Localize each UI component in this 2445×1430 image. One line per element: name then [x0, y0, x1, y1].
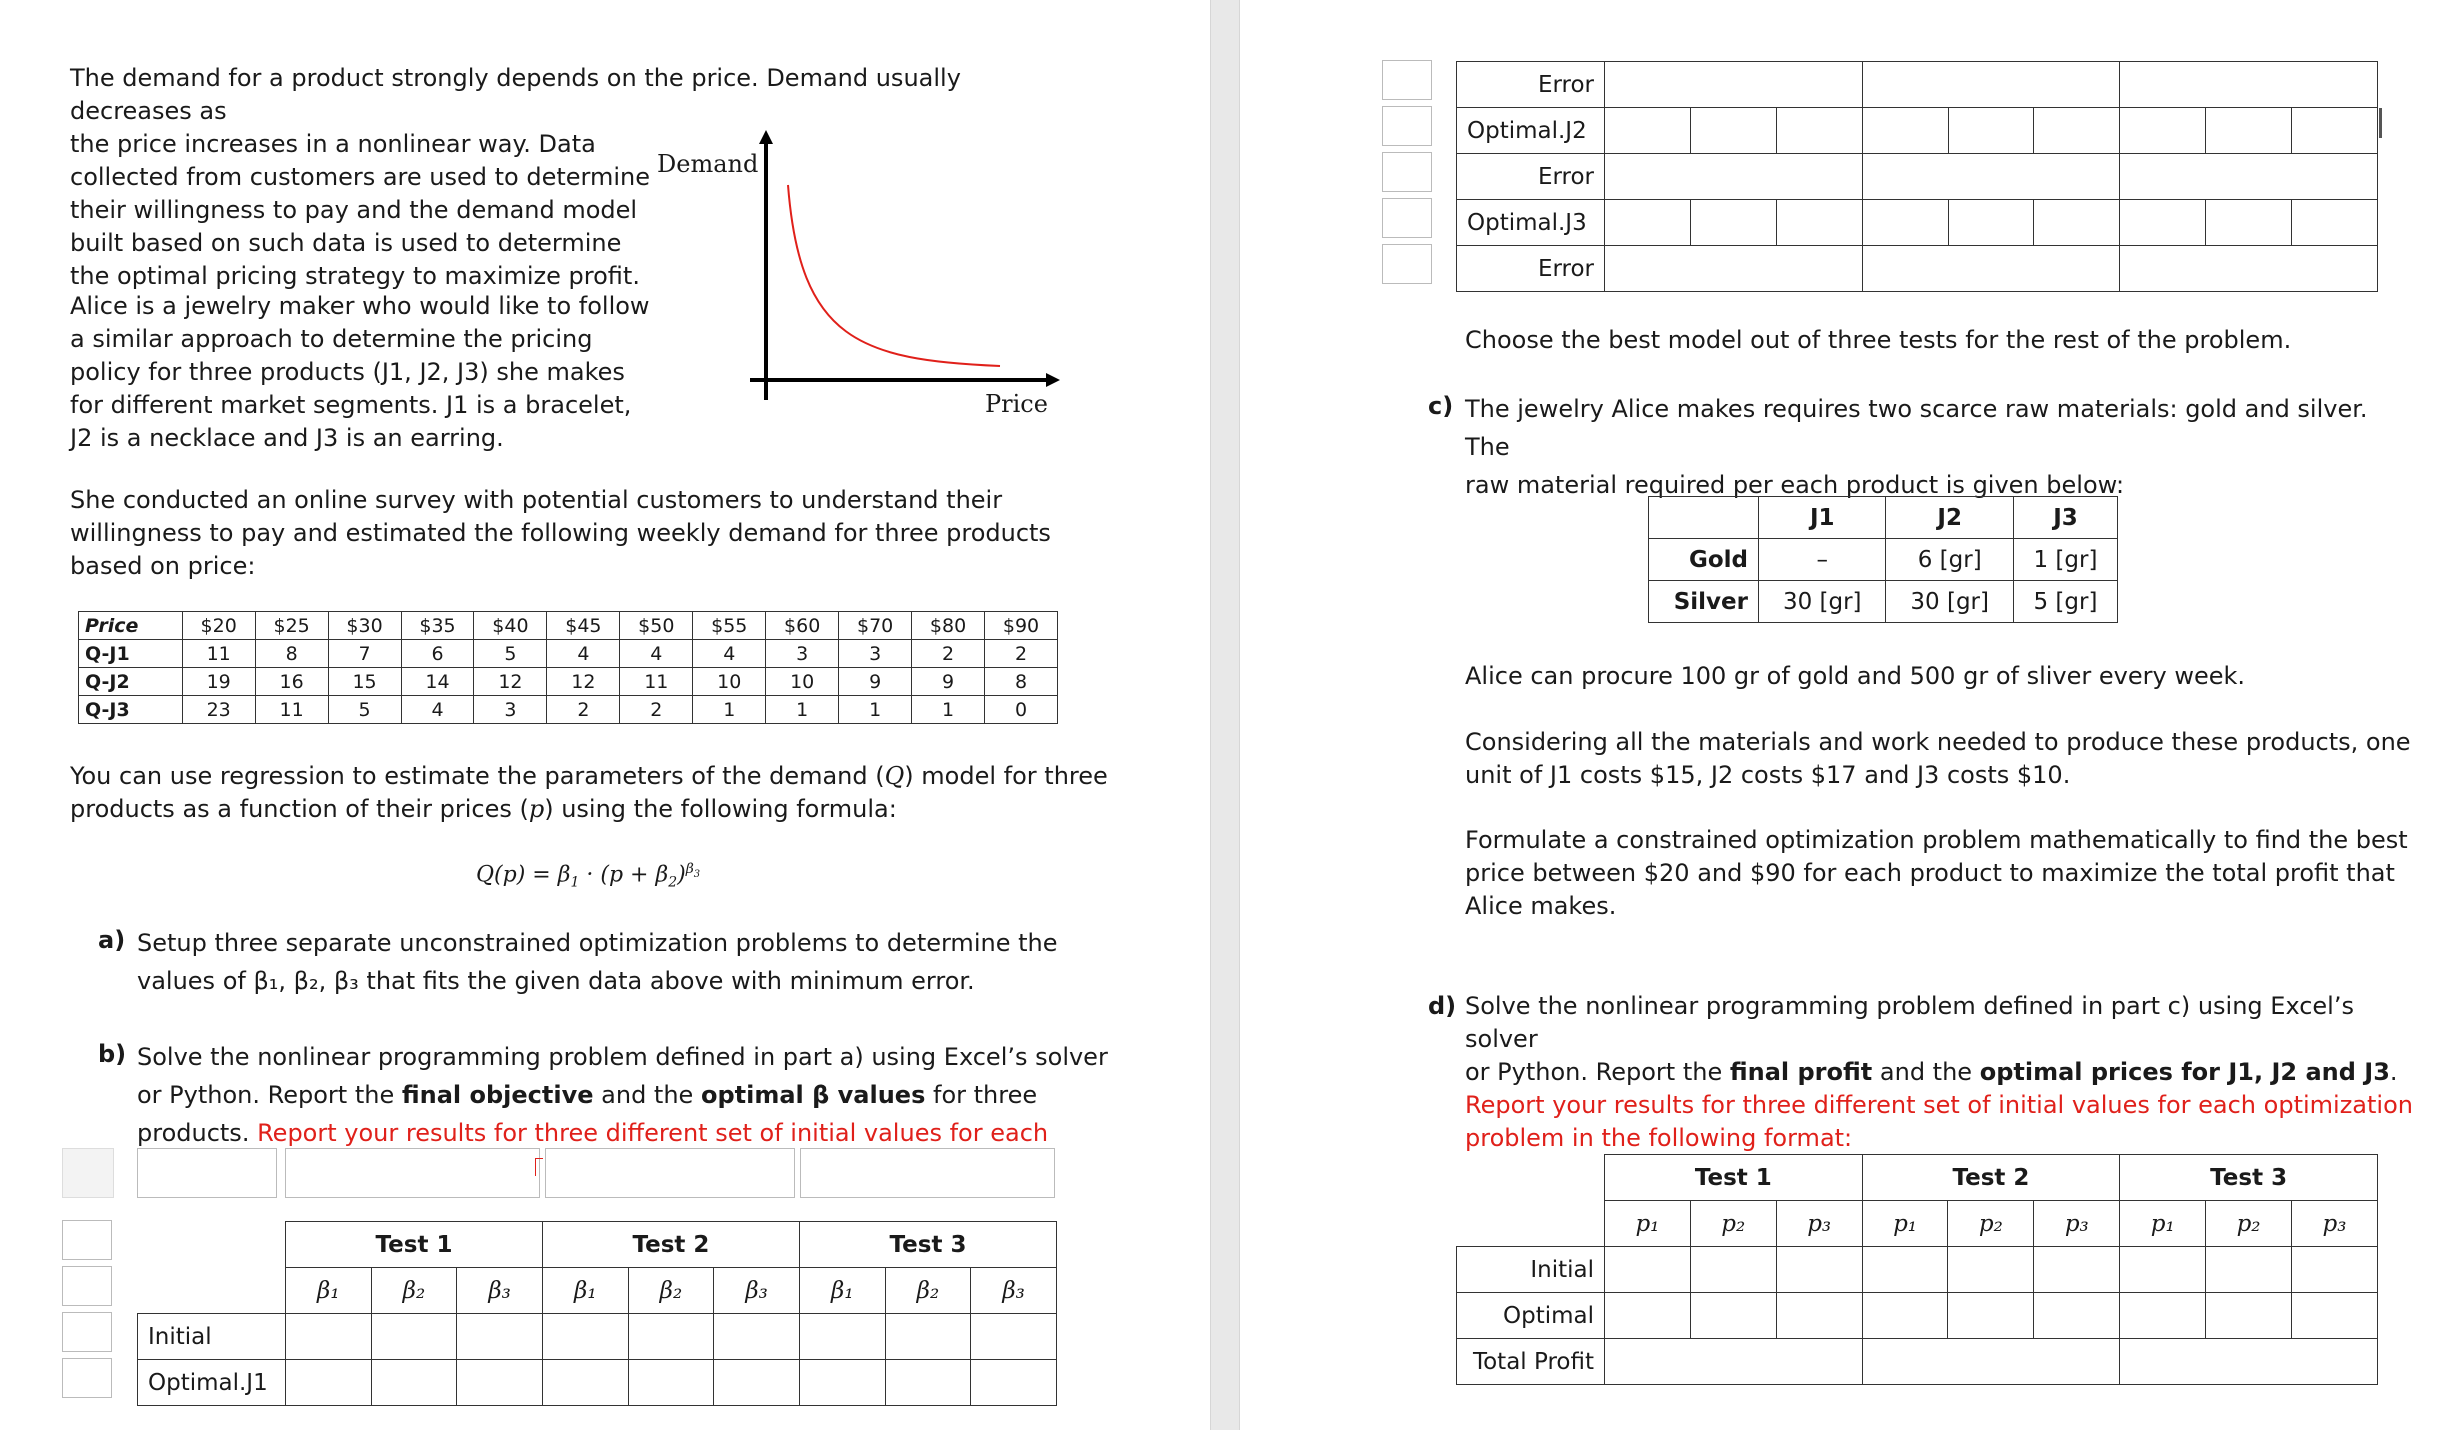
beta-header: β₃: [971, 1268, 1057, 1314]
test-header: Test 2: [1862, 1155, 2120, 1201]
table-cell[interactable]: [2034, 200, 2120, 246]
table-cell[interactable]: [286, 1314, 372, 1360]
table-cell[interactable]: [542, 1360, 628, 1406]
table-cell[interactable]: [1605, 200, 1691, 246]
demand-cell: 8: [255, 640, 328, 668]
table-cell[interactable]: [2291, 1247, 2377, 1293]
bold-run: optimal β values: [700, 1081, 926, 1109]
demand-row-label: Q-J2: [79, 668, 183, 696]
table-cell[interactable]: [628, 1360, 714, 1406]
demand-cell: 0: [985, 696, 1058, 724]
table-cell[interactable]: [714, 1314, 800, 1360]
text-run: products.: [137, 1119, 258, 1147]
intro-line: She conducted an online survey with potential customers to understand their: [70, 486, 1003, 514]
table-cell[interactable]: [2206, 108, 2292, 154]
product-header: J1: [1759, 497, 1886, 539]
price-cell: $50: [620, 612, 693, 640]
row-label: Initial: [138, 1314, 286, 1360]
table-cell[interactable]: [2292, 108, 2378, 154]
demand-cell: 12: [474, 668, 547, 696]
table-cell[interactable]: [1776, 200, 1862, 246]
table-cell[interactable]: [1605, 62, 1863, 108]
table-cell[interactable]: [1605, 246, 1863, 292]
chart-xlabel: Price: [985, 390, 1048, 418]
chart-x-arrow: [1046, 373, 1060, 387]
table-cell[interactable]: [2292, 200, 2378, 246]
part-b-line-2: [137, 1076, 1187, 1114]
table-cell[interactable]: [2120, 1293, 2206, 1339]
text-run: and the: [593, 1081, 701, 1109]
beta-header: β₂: [628, 1268, 714, 1314]
demand-cell: 1: [693, 696, 766, 724]
intro-paragraph-3: [70, 484, 1170, 583]
price-header: p₃: [2291, 1201, 2377, 1247]
empty-cell: [138, 1222, 286, 1268]
demand-row-label: Q-J1: [79, 640, 183, 668]
table-cell[interactable]: [371, 1314, 457, 1360]
test-header: Test 1: [286, 1222, 543, 1268]
formulate-text: [1465, 824, 2415, 923]
part-b-line-1: Solve the nonlinear programming problem defined in part a) using Excel’s solver: [137, 1043, 1108, 1071]
empty-cell: [1649, 497, 1759, 539]
demand-cell: 5: [328, 696, 401, 724]
results-table-prices: [1456, 1154, 2378, 1385]
table-cell[interactable]: [1776, 108, 1862, 154]
regression-text: [70, 760, 1170, 826]
text-run: and the: [1872, 1058, 1980, 1086]
table-cell[interactable]: [1776, 1293, 1862, 1339]
demand-cell: 2: [985, 640, 1058, 668]
intro-line: their willingness to pay and the demand model: [70, 196, 638, 224]
table-cell[interactable]: [1605, 154, 1863, 200]
table-cell[interactable]: [2120, 1247, 2206, 1293]
table-cell[interactable]: [1605, 1339, 1863, 1385]
intro-paragraph-2: [70, 290, 690, 455]
row-label: Optimal: [1457, 1293, 1605, 1339]
demand-row-label: Q-J3: [79, 696, 183, 724]
table-cell[interactable]: [1605, 1247, 1691, 1293]
table-cell[interactable]: [799, 1360, 885, 1406]
table-cell[interactable]: [1862, 62, 2120, 108]
overlay-box[interactable]: [800, 1148, 1055, 1198]
price-demand-table: [78, 611, 1058, 724]
table-cell: 1 [gr]: [2013, 539, 2117, 581]
price-cell: $45: [547, 612, 620, 640]
part-b-label: [98, 1038, 126, 1071]
table-cell: 6 [gr]: [1886, 539, 2013, 581]
beta-header: β₂: [371, 1268, 457, 1314]
demand-cell: 3: [474, 696, 547, 724]
table-cell[interactable]: [371, 1360, 457, 1406]
part-c-line-1: The jewelry Alice makes requires two scarce raw materials: gold and silver. The: [1465, 395, 2368, 461]
demand-cell: 9: [912, 668, 985, 696]
price-header-label: Price: [79, 612, 183, 640]
table-cell[interactable]: [2120, 1339, 2378, 1385]
table-cell[interactable]: [1862, 200, 1948, 246]
demand-cell: 2: [620, 696, 693, 724]
demand-cell: 14: [401, 668, 474, 696]
column-resize-handle[interactable]: [2379, 108, 2382, 138]
table-cell[interactable]: [2120, 108, 2206, 154]
price-cell: $60: [766, 612, 839, 640]
demand-formula: $Q(p) = \beta_1 \cdot (p + \beta_2)^{\beta_3}$: [476, 861, 701, 891]
part-d-line-1: Solve the nonlinear programming problem defined in part c) using Excel’s solver: [1465, 992, 2354, 1053]
demand-cell: 6: [401, 640, 474, 668]
table-cell[interactable]: [2120, 246, 2378, 292]
row-selector[interactable]: [62, 1266, 112, 1306]
price-cell: $30: [328, 612, 401, 640]
row-label: Total Profit: [1457, 1339, 1605, 1385]
price-header: p₃: [2034, 1201, 2120, 1247]
intro-line: the price increases in a nonlinear way. Data: [70, 130, 596, 158]
demand-cell: 15: [328, 668, 401, 696]
intro-line: J2 is a necklace and J3 is an earring.: [70, 424, 504, 452]
table-cell[interactable]: [1862, 108, 1948, 154]
price-header: p₁: [1605, 1201, 1691, 1247]
table-cell[interactable]: [1862, 246, 2120, 292]
part-a-label: [98, 924, 125, 957]
table-cell[interactable]: [2291, 1293, 2377, 1339]
bold-run: final objective: [401, 1081, 594, 1109]
demand-cell: 9: [839, 668, 912, 696]
overlay-box[interactable]: [545, 1148, 795, 1198]
demand-cell: 11: [620, 668, 693, 696]
part-d-line-2: [1465, 1056, 2425, 1089]
price-header: p₂: [1690, 1201, 1776, 1247]
table-cell[interactable]: [2120, 62, 2378, 108]
intro-line: Alice is a jewelry maker who would like to follow: [70, 292, 650, 320]
table-cell[interactable]: [542, 1314, 628, 1360]
intro-line: policy for three products (J1, J2, J3) she makes: [70, 358, 625, 386]
demand-curve: [788, 185, 1000, 366]
row-selector[interactable]: [1382, 152, 1432, 192]
price-cell: $35: [401, 612, 474, 640]
part-a-text: [137, 924, 1137, 1000]
product-header: J3: [2013, 497, 2117, 539]
demand-cell: 2: [912, 640, 985, 668]
price-header: p₂: [2206, 1201, 2292, 1247]
table-cell: –: [1759, 539, 1886, 581]
text-run: for three: [925, 1081, 1038, 1109]
table-cell[interactable]: [799, 1314, 885, 1360]
intro-line: based on price:: [70, 552, 256, 580]
beta-header: β₂: [885, 1268, 971, 1314]
demand-cell: 19: [182, 668, 255, 696]
table-cell[interactable]: [457, 1360, 543, 1406]
part-c-line-2: raw material required per each product is given below:: [1465, 471, 2125, 499]
text-run: or Python. Report the: [137, 1081, 402, 1109]
intro-line: built based on such data is used to determine: [70, 229, 622, 257]
price-header: p₂: [1948, 1201, 2034, 1247]
beta-header: β₁: [799, 1268, 885, 1314]
red-run: Report your results for three different set of initial values for each: [257, 1119, 1049, 1147]
table-cell[interactable]: [1948, 200, 2034, 246]
table-cell[interactable]: [1948, 1247, 2034, 1293]
table-cell[interactable]: [1862, 154, 2120, 200]
part-c-text: [1465, 390, 2415, 504]
empty-cell: [1457, 1201, 1605, 1247]
table-cell[interactable]: [1690, 1247, 1776, 1293]
demand-cell: 2: [547, 696, 620, 724]
table-cell[interactable]: [885, 1360, 971, 1406]
table-cell[interactable]: [1862, 1293, 1948, 1339]
table-cell[interactable]: [2120, 200, 2206, 246]
row-label: Error: [1457, 246, 1605, 292]
intro-line: The demand for a product strongly depends on the price. Demand usually decreases as: [70, 64, 961, 125]
page-gutter: [1210, 0, 1240, 1430]
test-header: Test 2: [542, 1222, 799, 1268]
intro-line: the optimal pricing strategy to maximize profit.: [70, 262, 640, 290]
row-label: Initial: [1457, 1247, 1605, 1293]
table-cell[interactable]: [1605, 108, 1691, 154]
demand-cell: 1: [912, 696, 985, 724]
table-cell[interactable]: [1690, 200, 1776, 246]
procure-text: Alice can procure 100 gr of gold and 500 gr of sliver every week.: [1465, 662, 2245, 690]
text-cursor-mark: [535, 1158, 543, 1176]
table-cell[interactable]: [714, 1360, 800, 1406]
text-run: .: [2389, 1058, 2398, 1086]
part-b-letter: b): [98, 1040, 127, 1068]
price-cell: $80: [912, 612, 985, 640]
price-cell: $40: [474, 612, 547, 640]
row-label: Optimal.J1: [138, 1360, 286, 1406]
demand-cell: 1: [839, 696, 912, 724]
text-run: or Python. Report the: [1465, 1058, 1730, 1086]
row-selector[interactable]: [62, 1220, 112, 1260]
overlay-box[interactable]: [62, 1148, 114, 1198]
table-cell[interactable]: [286, 1360, 372, 1406]
table-cell[interactable]: [2206, 1247, 2292, 1293]
part-d-letter: d): [1428, 992, 1457, 1020]
price-cell: $25: [255, 612, 328, 640]
table-cell: 5 [gr]: [2013, 581, 2117, 623]
table-cell[interactable]: [2206, 200, 2292, 246]
table-cell[interactable]: [1948, 1293, 2034, 1339]
results-table-beta-continued: [1456, 61, 2378, 292]
beta-header: β₁: [286, 1268, 372, 1314]
table-cell[interactable]: [2120, 154, 2378, 200]
empty-cell: [138, 1268, 286, 1314]
beta-header: β₃: [457, 1268, 543, 1314]
part-c-label: [1428, 390, 1453, 423]
table-cell[interactable]: [2034, 1247, 2120, 1293]
table-cell: 30 [gr]: [1759, 581, 1886, 623]
part-d-text: [1465, 990, 2425, 1155]
table-cell[interactable]: [1948, 108, 2034, 154]
demand-cell: 3: [839, 640, 912, 668]
demand-cell: 10: [766, 668, 839, 696]
formulate-line: Alice makes.: [1465, 892, 1617, 920]
table-cell[interactable]: [971, 1360, 1057, 1406]
part-b-text: [137, 1038, 1187, 1152]
results-table-beta: [137, 1221, 1057, 1406]
row-selector[interactable]: [1382, 198, 1432, 238]
demand-cell: 5: [474, 640, 547, 668]
row-label: Optimal.J3: [1457, 200, 1605, 246]
row-selector[interactable]: [1382, 106, 1432, 146]
formulate-line: price between $20 and $90 for each product to maximize the total profit that: [1465, 859, 2395, 887]
demand-cell: 10: [693, 668, 766, 696]
demand-chart: [740, 130, 1060, 405]
row-label: Error: [1457, 154, 1605, 200]
bold-run: final profit: [1729, 1058, 1873, 1086]
row-selector[interactable]: [1382, 244, 1432, 284]
price-header: p₁: [2120, 1201, 2206, 1247]
overlay-box[interactable]: [137, 1148, 277, 1198]
table-cell[interactable]: [1862, 1247, 1948, 1293]
table-cell[interactable]: [971, 1314, 1057, 1360]
part-a-line-1: Setup three separate unconstrained optimization problems to determine the: [137, 929, 1058, 957]
table-cell[interactable]: [885, 1314, 971, 1360]
intro-line: willingness to pay and estimated the following weekly demand for three products: [70, 519, 1051, 547]
row-label: Optimal.J2: [1457, 108, 1605, 154]
material-label: Silver: [1649, 581, 1759, 623]
part-d-line-4: problem in the following format:: [1465, 1124, 1853, 1152]
materials-table: [1648, 496, 2118, 623]
intro-line: collected from customers are used to determine: [70, 163, 650, 191]
overlay-box[interactable]: [285, 1148, 540, 1198]
price-header: p₃: [1776, 1201, 1862, 1247]
chart-y-arrow: [759, 130, 773, 144]
intro-line: for different market segments. J1 is a bracelet,: [70, 391, 632, 419]
part-b-line-3: [137, 1114, 1187, 1152]
demand-cell: 16: [255, 668, 328, 696]
test-header: Test 1: [1605, 1155, 1863, 1201]
chart-ylabel: Demand: [657, 150, 759, 178]
regression-line-2: products as a function of their prices (p) using the following formula:: [70, 795, 897, 823]
row-label: Error: [1457, 62, 1605, 108]
table-cell[interactable]: [2206, 1293, 2292, 1339]
material-label: Gold: [1649, 539, 1759, 581]
cost-line: Considering all the materials and work needed to produce these products, one: [1465, 728, 2411, 756]
demand-cell: 3: [766, 640, 839, 668]
table-cell[interactable]: [457, 1314, 543, 1360]
demand-cell: 4: [693, 640, 766, 668]
price-cell: $90: [985, 612, 1058, 640]
demand-cell: 7: [328, 640, 401, 668]
test-header: Test 3: [799, 1222, 1056, 1268]
table-cell[interactable]: [1605, 1293, 1691, 1339]
product-header: J2: [1886, 497, 2013, 539]
row-selector[interactable]: [62, 1312, 112, 1352]
table-cell[interactable]: [1862, 1339, 2120, 1385]
demand-cell: 4: [620, 640, 693, 668]
demand-cell: 11: [255, 696, 328, 724]
cost-line: unit of J1 costs $15, J2 costs $17 and J3 costs $10.: [1465, 761, 2071, 789]
price-cell: $55: [693, 612, 766, 640]
row-selector[interactable]: [62, 1358, 112, 1398]
part-d-label: [1428, 990, 1456, 1023]
table-cell[interactable]: [1776, 1247, 1862, 1293]
part-a-line-2: values of β₁, β₂, β₃ that fits the given data above with minimum error.: [137, 967, 975, 995]
price-cell: $70: [839, 612, 912, 640]
cost-text: [1465, 726, 2415, 792]
table-cell: 30 [gr]: [1886, 581, 2013, 623]
part-d-line-3: Report your results for three different set of initial values for each optimization: [1465, 1091, 2413, 1119]
table-cell[interactable]: [2034, 108, 2120, 154]
demand-cell: 23: [182, 696, 255, 724]
demand-cell: 4: [547, 640, 620, 668]
row-selector[interactable]: [1382, 60, 1432, 100]
table-cell[interactable]: [2034, 1293, 2120, 1339]
demand-cell: 1: [766, 696, 839, 724]
beta-header: β₃: [714, 1268, 800, 1314]
demand-cell: 4: [401, 696, 474, 724]
table-cell[interactable]: [1690, 1293, 1776, 1339]
formulate-line: Formulate a constrained optimization problem mathematically to find the best: [1465, 826, 2408, 854]
test-header: Test 3: [2120, 1155, 2378, 1201]
intro-line: a similar approach to determine the pricing: [70, 325, 593, 353]
empty-cell: [1457, 1155, 1605, 1201]
demand-cell: 11: [182, 640, 255, 668]
regression-line-1: You can use regression to estimate the parameters of the demand (Q) model for three: [70, 762, 1108, 790]
part-a-letter: a): [98, 926, 126, 954]
beta-header: β₁: [542, 1268, 628, 1314]
choose-best-text: Choose the best model out of three tests for the rest of the problem.: [1465, 326, 2292, 354]
demand-cell: 12: [547, 668, 620, 696]
bold-run: optimal prices for J1, J2 and J3: [1979, 1058, 2390, 1086]
table-cell[interactable]: [1690, 108, 1776, 154]
table-cell[interactable]: [628, 1314, 714, 1360]
demand-cell: 8: [985, 668, 1058, 696]
price-cell: $20: [182, 612, 255, 640]
price-header: p₁: [1862, 1201, 1948, 1247]
part-c-letter: c): [1428, 392, 1454, 420]
